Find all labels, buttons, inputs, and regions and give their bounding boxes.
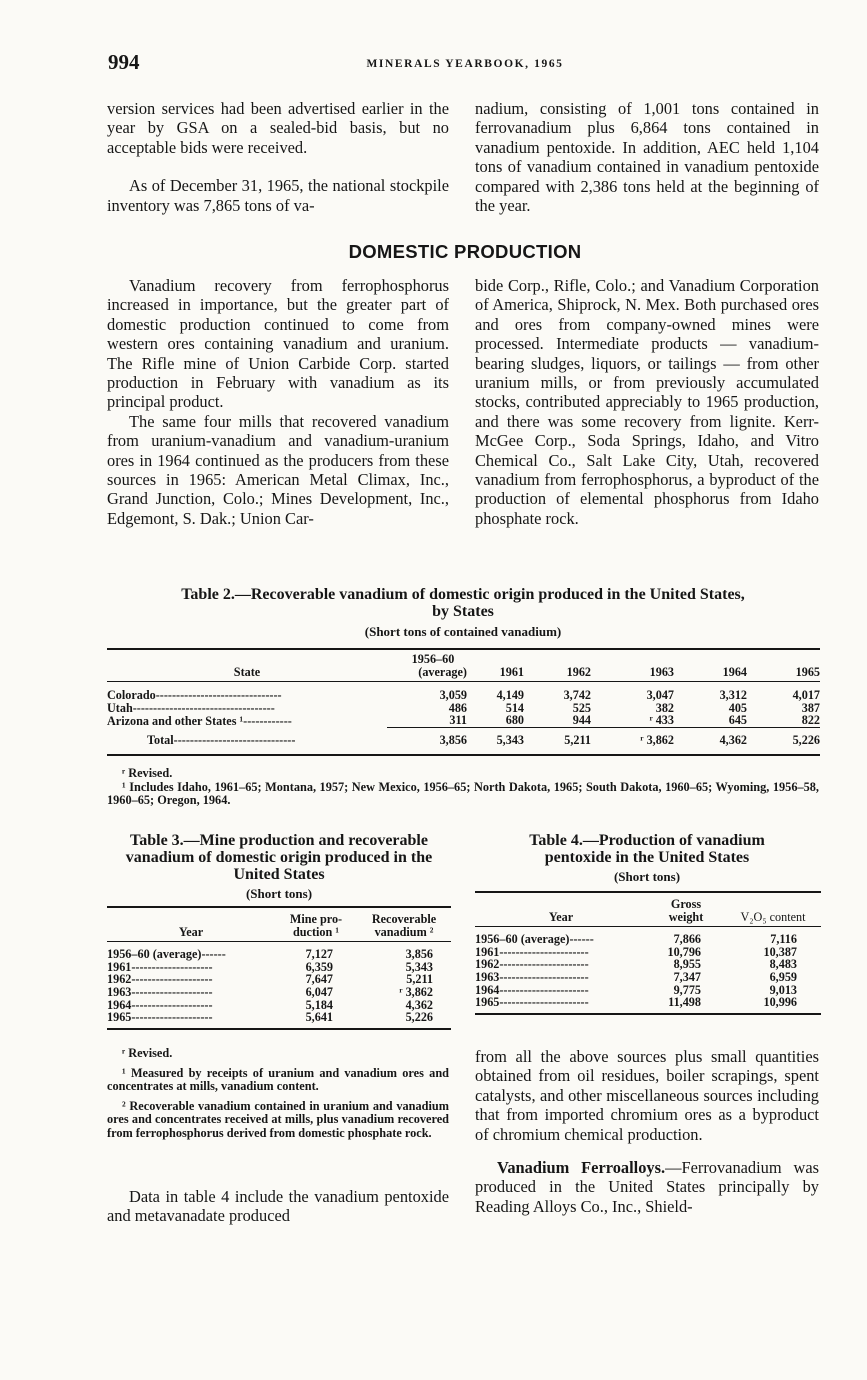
- table3-cell: 5,343: [405, 959, 433, 974]
- table2-cell: ʳ 433: [649, 713, 674, 728]
- table3-year: 1962: [107, 972, 132, 987]
- table2-col-average: 1956–60 (average): [411, 652, 467, 679]
- page-number: 994: [108, 50, 140, 74]
- closing-left-column: [107, 1187, 449, 1226]
- production-left-column: [107, 276, 449, 528]
- table2-cell: 5,226: [792, 732, 820, 747]
- production-right-column: [475, 276, 819, 528]
- table3-year: 1964: [107, 997, 132, 1012]
- closing-right-column: [475, 1047, 819, 1216]
- table4-cell: 8,955: [673, 957, 701, 972]
- table2-cell: 382: [655, 700, 674, 715]
- intro-left-paragraph-2: As of December 31, 1965, the national stockpile inventory was 7,865 tons of va-: [107, 176, 449, 215]
- table-row: 1956–60 (average)------ 7,127 3,856: [107, 948, 451, 961]
- table-row: 1962-------------------- 7,647 5,211: [107, 973, 451, 986]
- table3-footnotes: [107, 1047, 449, 1141]
- table2-col-1964: 1964: [722, 664, 747, 679]
- table2-cell: 486: [448, 700, 467, 715]
- table-row: 1962---------------------- 8,955 8,483: [475, 958, 821, 971]
- table2-cell: 514: [505, 700, 524, 715]
- table2-cell: 645: [728, 713, 747, 728]
- table-row: 1964---------------------- 9,775 9,013: [475, 984, 821, 997]
- table2-cell: 3,856: [439, 732, 467, 747]
- table2-col-1961: 1961: [499, 664, 524, 679]
- table3-note-2: ² Recoverable vanadium contained in uranium and vanadium ores and concentrates received at mills, plus vanadium recovered from ferrophosphorus derived from domestic phosphate rock.: [107, 1098, 449, 1140]
- table2-col-1965: 1965: [795, 664, 820, 679]
- table2-col-state: State: [233, 664, 261, 679]
- table2-caption: [107, 586, 819, 620]
- table4-cell: 10,796: [667, 944, 701, 959]
- table-row: 1965---------------------- 11,498 10,996: [475, 996, 821, 1009]
- table2-note-revised: ʳ Revised.: [122, 766, 173, 780]
- table4-cell: 6,959: [769, 969, 797, 984]
- table3-year: 1963: [107, 984, 132, 999]
- table4-caption: Table 4.—Production of vanadium pentoxide in the United States: [529, 832, 765, 866]
- table3-cell: 3,856: [405, 947, 433, 962]
- table-row: [107, 714, 820, 727]
- table4-year: 1965: [475, 995, 500, 1010]
- production-paragraph-1: Vanadium recovery from ferrophosphorus increased in importance, but the greater part of domestic production continued to come from western ores containing vanadium and uranium. The Rifle mine of Union Carbide Corp. started production in February with vanadium as its principal product.: [107, 276, 449, 412]
- table3-note-1: ¹ Measured by receipts of uranium and vanadium ores and concentrates at mills, vanadium content.: [107, 1065, 449, 1094]
- table3-col-recoverable: Recoverable vanadium ²: [371, 912, 437, 939]
- table4-cell: 7,116: [770, 932, 797, 947]
- table2-total-label: Total------------------------------: [147, 732, 296, 747]
- table3: [107, 906, 451, 1030]
- table3-col-year: Year: [178, 924, 204, 939]
- table4-cell: 10,996: [763, 995, 797, 1010]
- table2-cell: 4,149: [496, 688, 524, 703]
- table2: [107, 648, 820, 757]
- table4-cell: 8,483: [769, 957, 797, 972]
- ferroalloys-body: —Ferrovanadium was produced in the United States principally by Reading Alloys Co., Inc., Shield-: [475, 1158, 819, 1216]
- table4-cell: 7,347: [673, 969, 701, 984]
- table2-cell: 4,362: [719, 732, 747, 747]
- ferroalloys-heading: Vanadium Ferroalloys.: [497, 1158, 666, 1178]
- table4-cell: 10,387: [763, 944, 797, 959]
- intro-right-column: [475, 99, 819, 215]
- closing-left-paragraph: Data in table 4 include the vanadium pentoxide and metavanadate produced: [107, 1187, 449, 1226]
- table4-cell: 9,013: [769, 982, 797, 997]
- table3-year: 1965: [107, 1010, 132, 1025]
- table2-cell: 3,312: [719, 688, 747, 703]
- table4-cell: 9,775: [673, 982, 701, 997]
- table3-cell: 7,647: [305, 972, 333, 987]
- table2-footnotes: [107, 767, 819, 808]
- table3-cell: 5,641: [305, 1010, 333, 1025]
- table-row: [107, 689, 820, 702]
- table4-cell: 7,866: [673, 932, 701, 947]
- ferroalloys-paragraph: [475, 1158, 819, 1216]
- table-row: 1956–60 (average)------ 7,866 7,116: [475, 933, 821, 946]
- table-row: 1963-------------------- 6,047 ʳ 3,862: [107, 986, 451, 999]
- table2-cell: 3,742: [563, 688, 591, 703]
- table-row: 1964-------------------- 5,184 4,362: [107, 999, 451, 1012]
- table3-col-mine: Mine pro- duction ¹: [289, 912, 343, 939]
- table2-note-1: ¹ Includes Idaho, 1961–65; Montana, 1957; New Mexico, 1956–65; North Dakota, 1965; South Dakota, 1960–65; Wyoming, 1956–58, 1960–65; Oregon, 1964.: [107, 779, 819, 808]
- table3-cell: 5,211: [406, 972, 433, 987]
- intro-left-paragraph: version services had been advertised earlier in the year by GSA on a sealed-bid basis, but no acceptable bids were received.: [107, 99, 449, 157]
- table3-note-revised: ʳ Revised.: [122, 1046, 173, 1060]
- production-paragraph-3: bide Corp., Rifle, Colo.; and Vanadium Corporation of America, Shiprock, N. Mex. Both purchased ores and ores from company-owned mines were processed. Intermediate products — vanadium-bearing sludges, liquors, or tailings — from other uranium mills, or from previously accumulated stocks, contributed appreciably to 1965 production, and there was some recovery from lignite. Kerr-McGee Corp., Soda Springs, Idaho, and Vitro Chemical Co., Salt Lake City, Utah, recovered vanadium from ferrophosphorus, a byproduct of the production of elemental phosphorus from Idaho phosphate rock.: [475, 276, 819, 528]
- table3-cell: ʳ 3,862: [399, 984, 433, 999]
- table2-cell: 3,047: [646, 688, 674, 703]
- table2-cell: 3,059: [439, 688, 467, 703]
- table2-cell: 4,017: [792, 688, 820, 703]
- table3-caption: Table 3.—Mine production and recoverable vanadium of domestic origin produced in the United States: [125, 832, 433, 883]
- table3-header-row: [107, 913, 451, 942]
- table2-cell: 822: [801, 713, 820, 728]
- table2-state: Arizona and other States ¹------------: [107, 713, 292, 728]
- table2-cell: 5,211: [564, 732, 591, 747]
- table2-caption-line2: by States: [432, 603, 494, 620]
- table2-state: Colorado-------------------------------: [107, 688, 282, 703]
- table3-cell: 6,359: [305, 959, 333, 974]
- table2-col-1962: 1962: [566, 664, 591, 679]
- table4-col-content: V₂O₅ content: [740, 909, 806, 924]
- table4-year: 1962: [475, 957, 500, 972]
- intro-right-paragraph: nadium, consisting of 1,001 tons contained in ferrovanadium plus 6,864 tons contained in vanadium pentoxide. In addition, AEC held 1,104 tons of vanadium contained in vanadium pentoxide compared with 2,386 tons held at the beginning of the year.: [475, 99, 819, 216]
- table2-cell: 5,343: [496, 732, 524, 747]
- table2-cell: 311: [449, 713, 467, 728]
- table2-cell: 525: [572, 700, 591, 715]
- table3-cell: 5,184: [305, 997, 333, 1012]
- table3-year: 1961: [107, 959, 132, 974]
- table2-cell: 405: [728, 700, 747, 715]
- table-row: 1961---------------------- 10,796 10,387: [475, 946, 821, 959]
- table-row: 1961-------------------- 6,359 5,343: [107, 961, 451, 974]
- table2-cell: ʳ 3,862: [640, 732, 674, 747]
- table4: [475, 891, 821, 1015]
- table4-year: 1961: [475, 944, 500, 959]
- table2-col-1963: 1963: [649, 664, 674, 679]
- running-title: MINERALS YEARBOOK, 1965: [366, 58, 564, 70]
- production-paragraph-2: The same four mills that recovered vanadium from uranium-vanadium and vanadium-uranium ores in 1964 continued as the producers from these sources in 1965: American Metal Climax, Inc., Grand Junction, Colo.; Mines Development, Inc., Edgemont, S. Dak.; Union Car-: [107, 411, 449, 528]
- table2-state: Utah-----------------------------------: [107, 700, 275, 715]
- table3-cell: 4,362: [405, 997, 433, 1012]
- table4-cell: 11,498: [668, 995, 701, 1010]
- table4-year: 1956–60 (average): [475, 932, 570, 947]
- table2-cell: 944: [572, 713, 591, 728]
- section-heading: DOMESTIC PRODUCTION: [348, 241, 582, 262]
- table4-units: (Short tons): [613, 869, 681, 884]
- table4-col-year: Year: [548, 909, 574, 924]
- table2-cell: 387: [801, 700, 820, 715]
- table3-year: 1956–60 (average): [107, 947, 202, 962]
- table2-total-row: [107, 734, 820, 747]
- table3-cell: 7,127: [305, 947, 333, 962]
- table3-cell: 6,047: [305, 984, 333, 999]
- table2-cell: 680: [505, 713, 524, 728]
- table-row: 1963---------------------- 7,347 6,959: [475, 971, 821, 984]
- table2-header-row: [107, 653, 820, 682]
- table4-col-gross: Gross weight: [668, 897, 704, 924]
- table4-header-row: [475, 898, 821, 927]
- table3-cell: 5,226: [405, 1010, 433, 1025]
- closing-right-paragraph: from all the above sources plus small quantities obtained from oil residues, boiler scrapings, spent catalysts, and other miscellaneous sources including that from imported chromium ores as a byproduct of chromium chemical production.: [475, 1047, 819, 1144]
- table2-caption-line1: Table 2.—Recoverable vanadium of domestic origin produced in the United States,: [181, 586, 745, 603]
- table3-units: (Short tons): [245, 886, 313, 901]
- table4-year: 1963: [475, 969, 500, 984]
- table2-units: (Short tons of contained vanadium): [364, 624, 562, 639]
- table4-year: 1964: [475, 982, 500, 997]
- intro-left-column: [107, 99, 449, 215]
- table-row: 1965-------------------- 5,641 5,226: [107, 1011, 451, 1024]
